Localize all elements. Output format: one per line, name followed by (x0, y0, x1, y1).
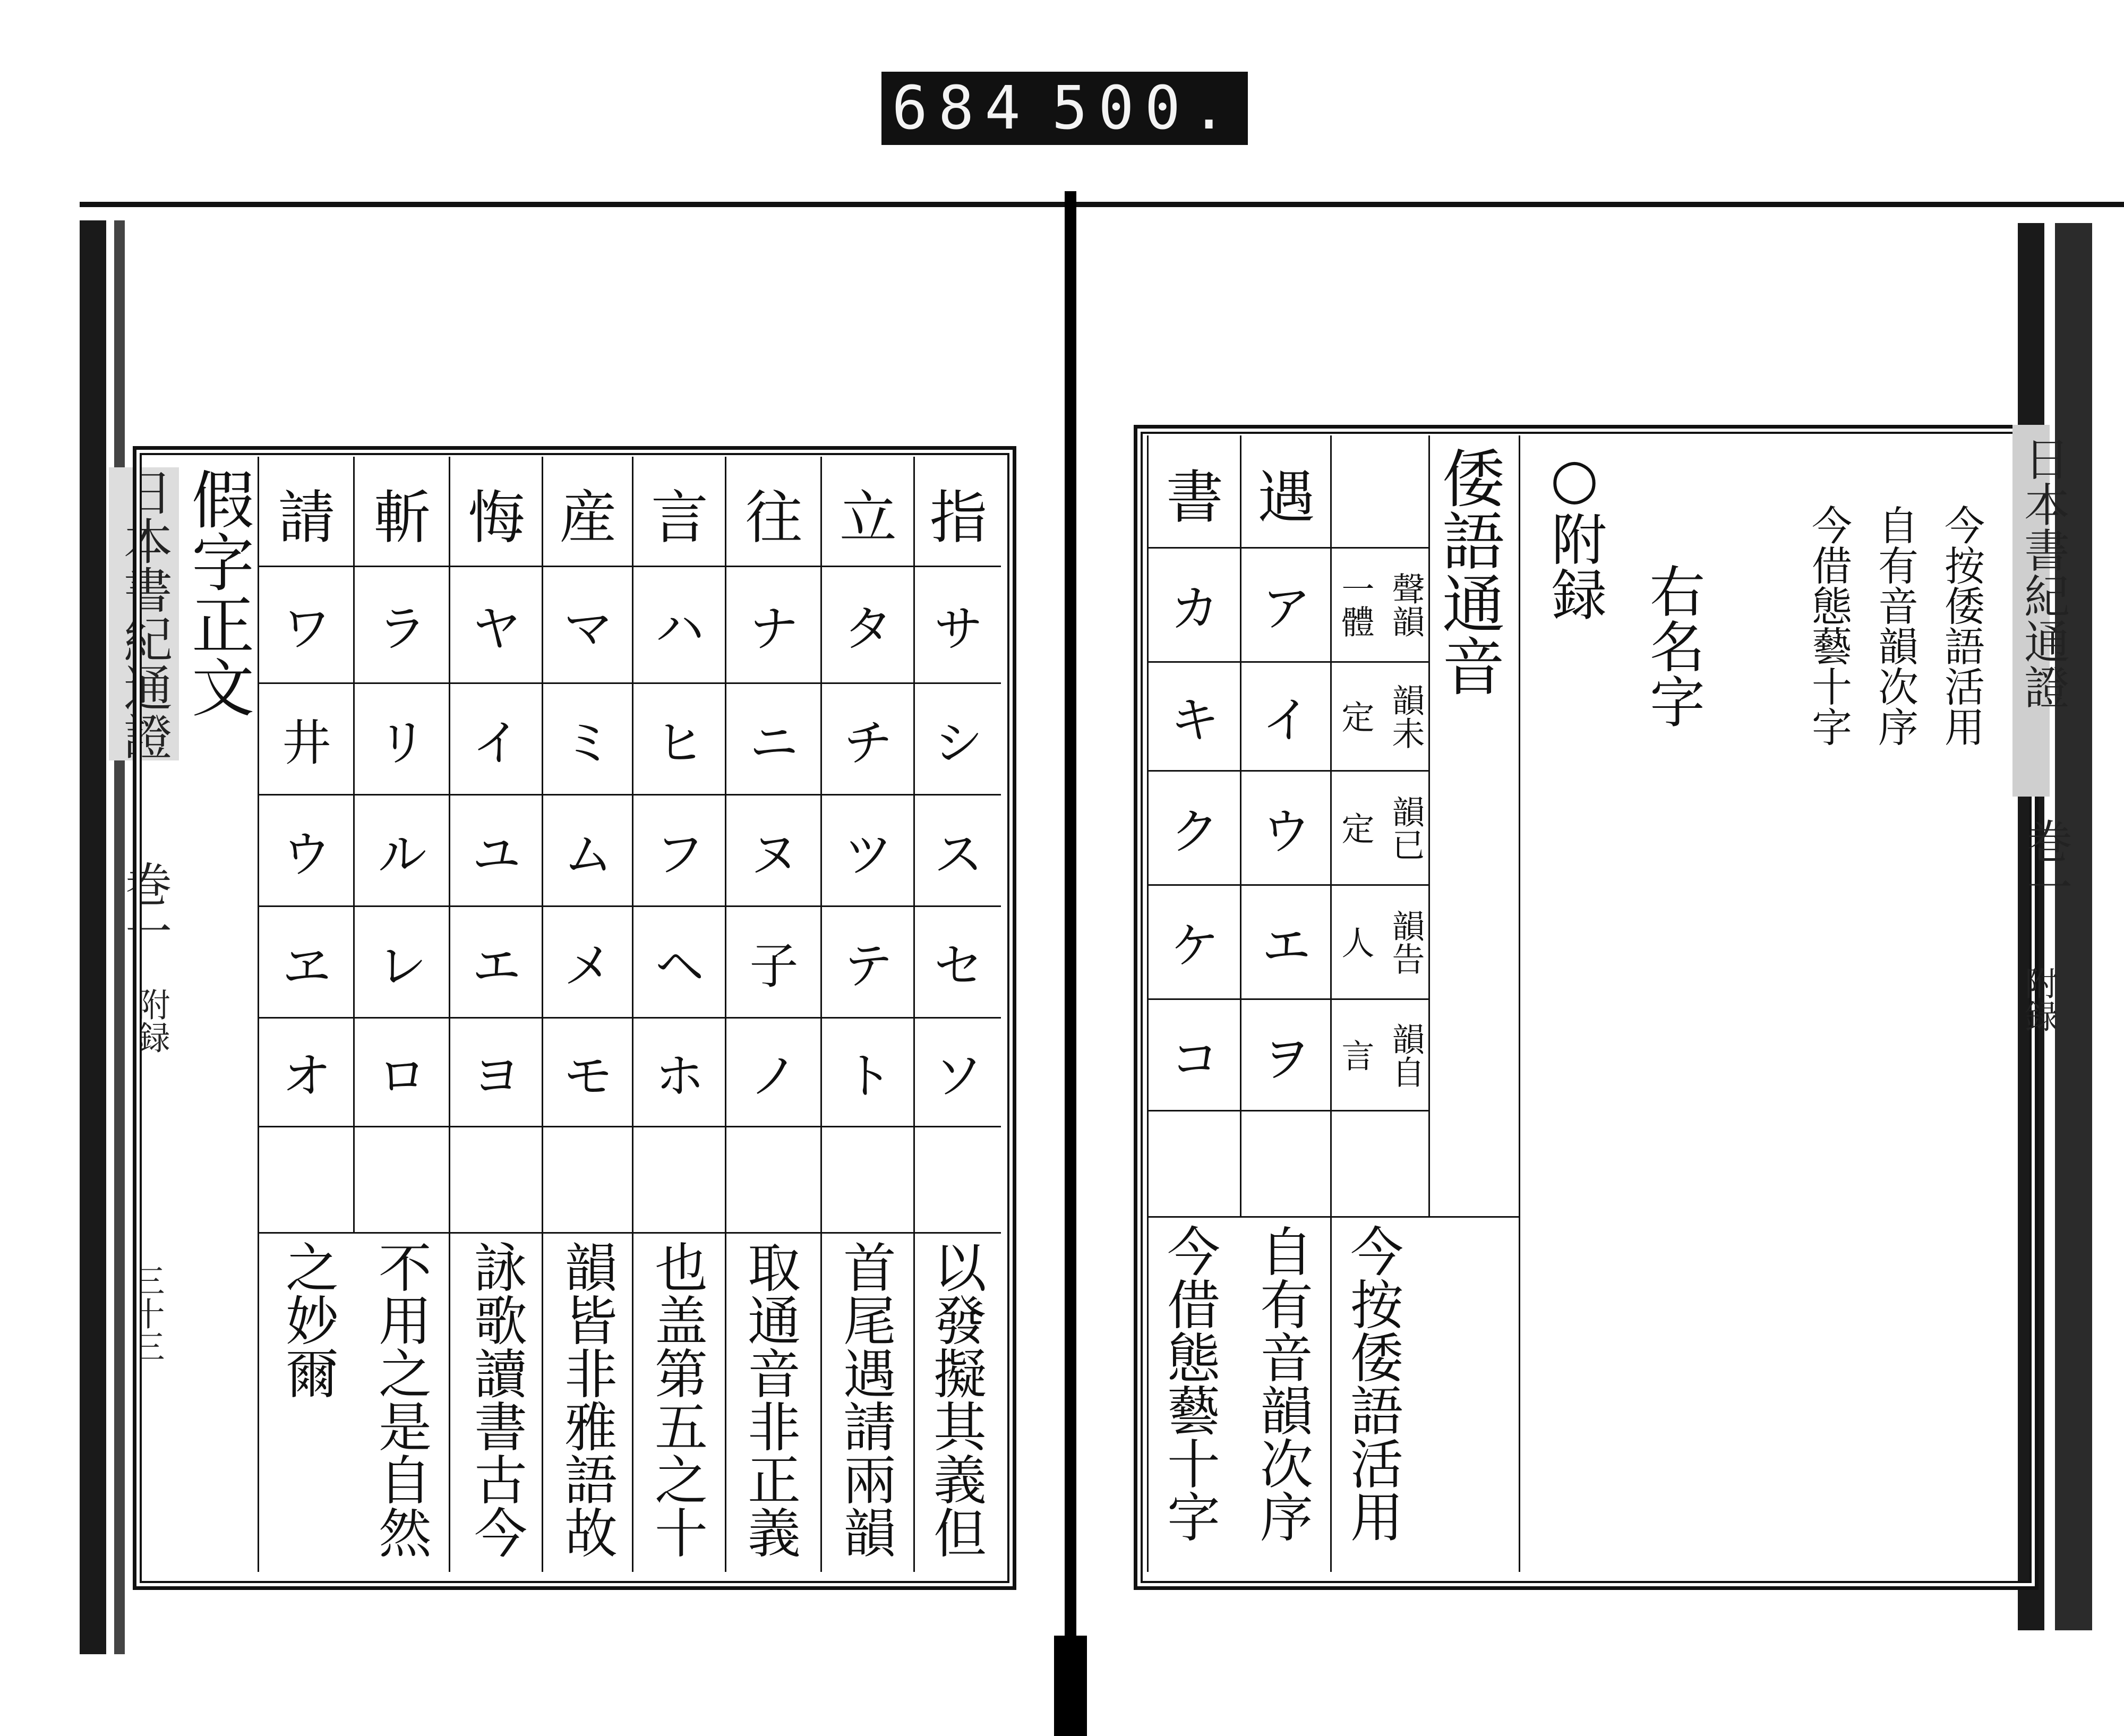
top-edge-line (80, 202, 2124, 207)
kana-cell: エ (472, 937, 521, 995)
text-column: 今借態藝十字 (1158, 1224, 1220, 1543)
table-header: 立 (839, 484, 897, 551)
heading-wago-tsuon: 倭語通音 (1432, 446, 1505, 697)
table-header: 請 (278, 484, 336, 551)
table-row-label-part: 定 (1336, 700, 1375, 733)
table-header: 斬 (373, 484, 431, 551)
kana-cell: ナ (749, 600, 799, 657)
text-column: 韻皆非雅語故 (555, 1240, 618, 1559)
kana-cell: 井 (282, 714, 331, 772)
kana-cell: ス (933, 826, 983, 883)
table-row-label-part: 韻自 (1386, 1022, 1425, 1088)
kana-cell: チ (843, 714, 893, 772)
kana-cell: モ (563, 1048, 613, 1105)
kana-cell: イ (472, 714, 521, 772)
kana-cell: ケ (1170, 918, 1219, 974)
heading-right-name: 右名字 (1640, 563, 1705, 729)
kana-cell: イ (1262, 692, 1311, 749)
kana-cell: ノ (749, 1048, 799, 1105)
table-header: 産 (559, 484, 617, 551)
left-margin-volume: 巻一 (118, 860, 173, 954)
kana-cell: ヒ (655, 714, 704, 772)
text-column: 不用之是自然 (370, 1240, 432, 1559)
text-column: 取通音非正義 (739, 1240, 801, 1559)
text-column: 以發擬其義但 (924, 1240, 987, 1559)
left-margin-section: 附録 (132, 988, 170, 1054)
kana-cell: フ (655, 826, 704, 883)
kana-cell: セ (933, 937, 983, 995)
kana-cell: ハ (655, 600, 704, 657)
table-row-label-part: 韻告 (1386, 909, 1425, 975)
book-spine (1065, 191, 1076, 1705)
kana-cell: ヌ (749, 826, 799, 883)
kana-cell: ソ (933, 1048, 983, 1105)
kana-cell: ヨ (472, 1048, 521, 1105)
table-row-label (1333, 663, 1428, 770)
spine-foot (1054, 1636, 1087, 1736)
kana-cell: テ (843, 937, 893, 995)
kana-cell: ル (378, 826, 427, 883)
kana-cell: ユ (472, 826, 521, 883)
right-margin-title: 日本書紀通證 (2016, 435, 2069, 709)
text-column: 自有音韻次序 (1251, 1224, 1313, 1543)
kana-cell: ニ (749, 714, 799, 772)
table-header: 書 (1166, 465, 1223, 531)
kana-cell: オ (282, 1048, 331, 1105)
kana-cell: ト (843, 1048, 893, 1105)
left-side-title: 假字正文 (181, 467, 254, 718)
table-header: 指 (929, 484, 987, 551)
left-margin-folio: 三十三 (126, 1264, 165, 1363)
text-column: 今按倭語活用 (1938, 504, 1985, 747)
table-row-label-part: 一體 (1336, 572, 1375, 638)
kana-cell: ア (1262, 580, 1311, 637)
table-header: 言 (650, 484, 708, 551)
text-column: 今借態藝十字 (1805, 504, 1853, 747)
kana-cell: キ (1170, 692, 1219, 749)
text-column: 之妙爾 (277, 1240, 339, 1399)
kana-cell: メ (563, 937, 613, 995)
table-row-label-part: 聲韻 (1386, 572, 1425, 638)
kana-cell: タ (843, 600, 893, 657)
kana-cell: ツ (843, 826, 893, 883)
right-margin-section: 附録 (2019, 967, 2058, 1032)
heading-appendix: ○附録 (1542, 446, 1607, 621)
kana-cell: サ (933, 600, 983, 657)
left-margin-title: 日本書紀通證 (109, 467, 179, 760)
table-row-label-part: 人 (1336, 926, 1375, 959)
text-column: 今按倭語活用 (1341, 1224, 1403, 1543)
kana-cell: ム (563, 826, 613, 883)
table-row-label (1333, 1000, 1428, 1110)
kana-cell: ホ (655, 1048, 704, 1105)
kana-cell: レ (378, 937, 427, 995)
kana-cell: ヱ (282, 937, 331, 995)
table-row-label-part: 韻已 (1386, 795, 1425, 861)
table-row-label (1333, 772, 1428, 884)
kana-cell: エ (1262, 918, 1311, 974)
kana-cell: ヤ (472, 600, 521, 657)
left-page-edge (80, 220, 106, 1654)
kana-cell: 子 (749, 937, 799, 995)
table-header: 遇 (1257, 465, 1315, 531)
kana-cell: カ (1170, 580, 1219, 637)
kana-cell: リ (378, 714, 427, 772)
table-header: 悔 (467, 484, 525, 551)
kana-cell: ラ (378, 600, 427, 657)
table-row-label (1333, 886, 1428, 998)
kana-cell: シ (933, 714, 983, 772)
film-frame-number-left: 684 (892, 74, 1031, 143)
kana-cell: ヲ (1262, 1030, 1311, 1088)
right-margin-volume: 巻一 (2019, 818, 2072, 909)
film-frame-number-right: 500. (1051, 74, 1238, 143)
film-frame-label (881, 72, 1248, 145)
table-row-label-part: 定 (1336, 811, 1375, 844)
table-row-label (1333, 549, 1428, 661)
text-column: 自有音韻次序 (1871, 504, 1919, 747)
kana-cell: ウ (282, 826, 331, 883)
kana-cell: コ (1170, 1030, 1219, 1088)
kana-cell: ロ (378, 1048, 427, 1105)
right-page-edge-inner (2055, 223, 2092, 1630)
text-column: 詠歌讀書古今 (465, 1240, 527, 1559)
table-header: 往 (745, 484, 803, 551)
kana-cell: ヘ (655, 937, 704, 995)
kana-cell: マ (563, 600, 613, 657)
kana-cell: ミ (563, 714, 613, 772)
table-row-label-part: 言 (1336, 1038, 1375, 1072)
kana-cell: ク (1170, 803, 1219, 860)
kana-cell: ウ (1262, 803, 1311, 860)
kana-cell: ワ (282, 600, 331, 657)
table-row-label-part: 韻未 (1386, 683, 1425, 749)
text-column: 首尾遇請兩韻 (834, 1240, 896, 1559)
text-column: 也盖第五之十 (646, 1240, 708, 1559)
